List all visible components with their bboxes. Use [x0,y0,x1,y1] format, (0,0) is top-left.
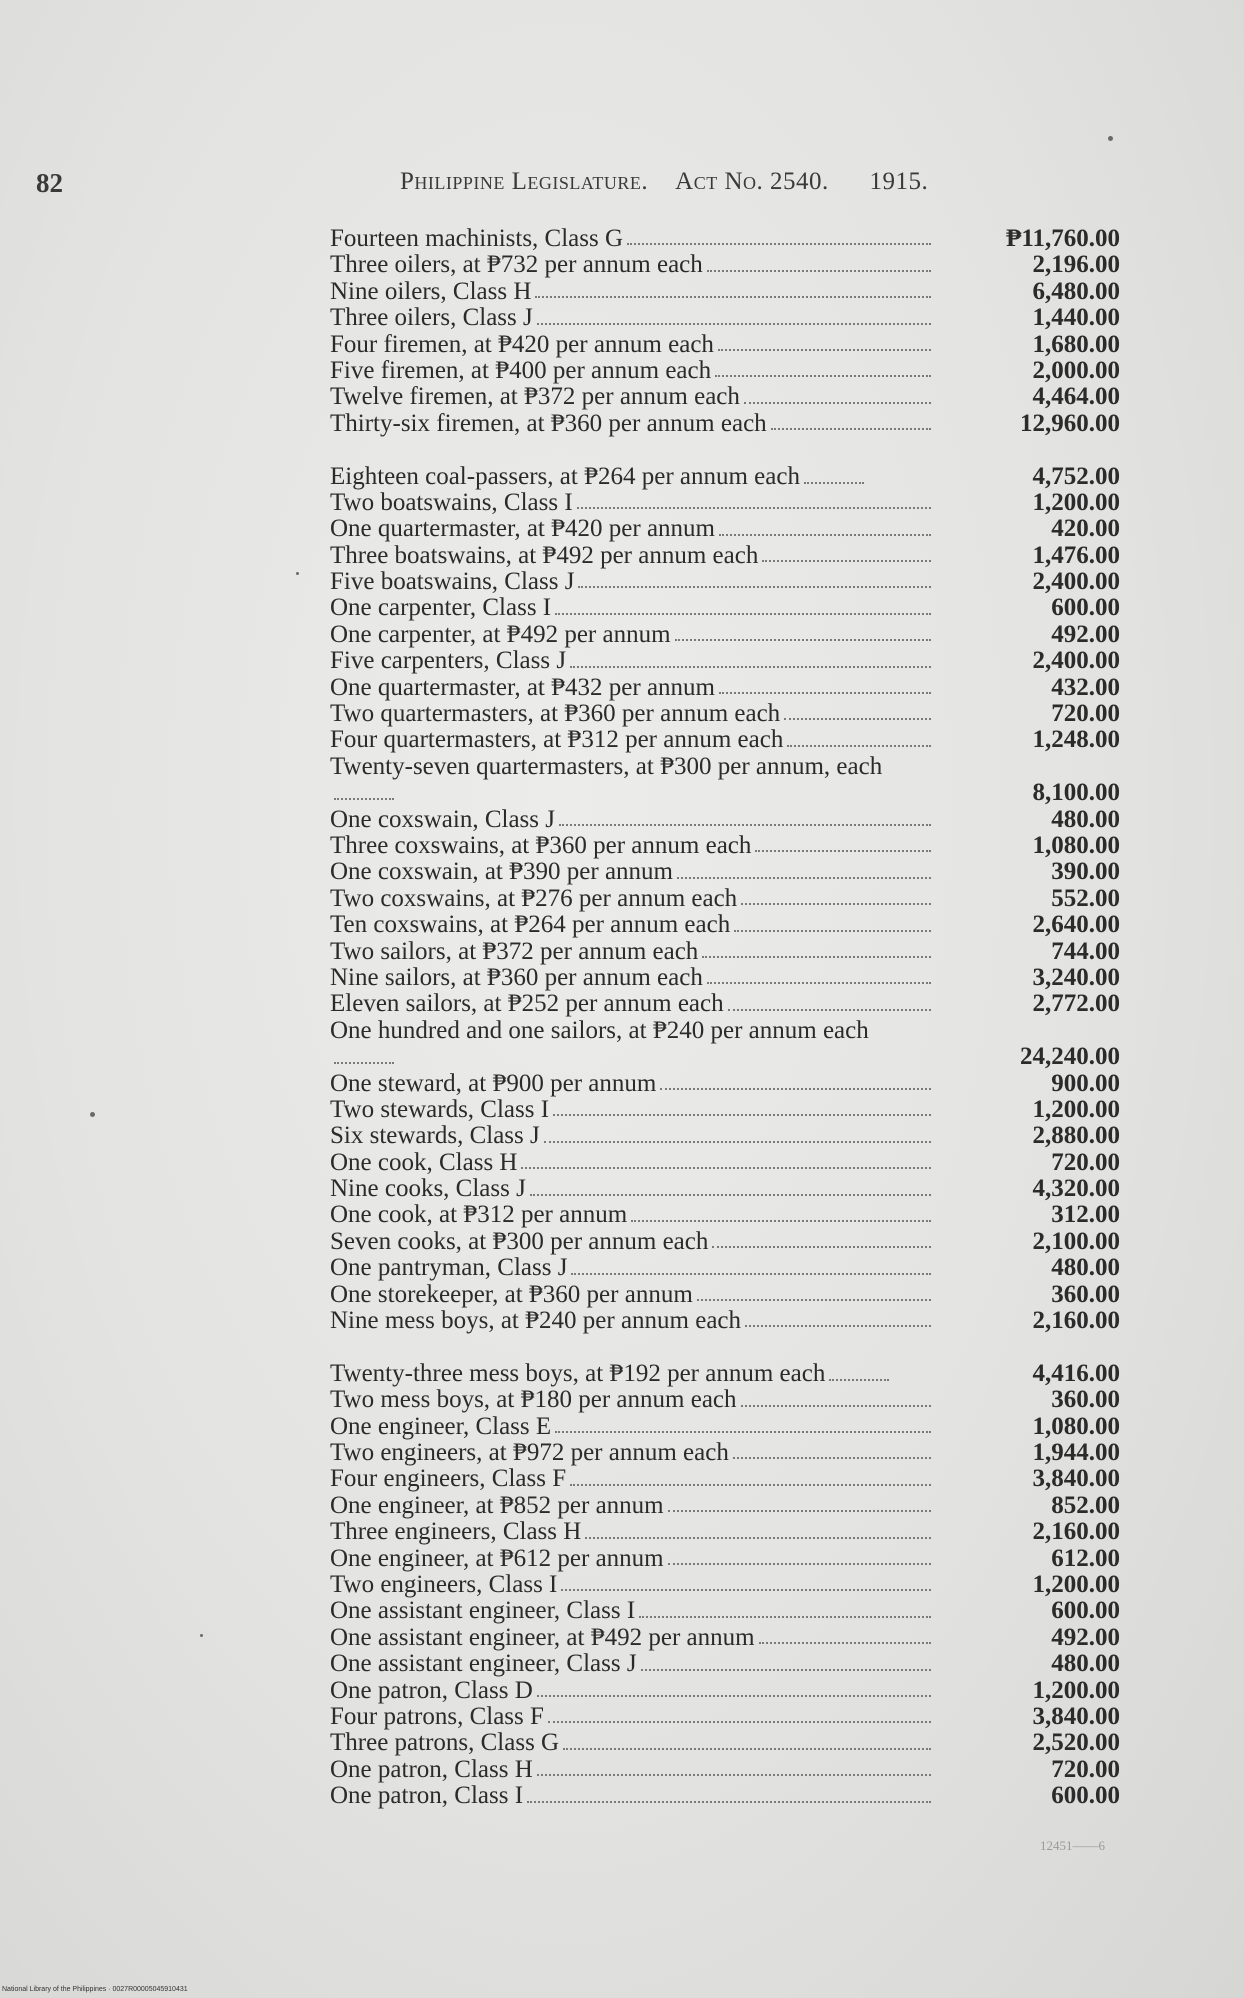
entry-label [330,490,935,516]
dot-leader [561,1589,931,1591]
entry-description: Nine cooks, Class J [330,1176,526,1203]
entry-description: One patron, Class D [330,1677,533,1704]
entry-amount: 1,476.00 [1032,541,1120,569]
entry-description: One steward, at ₱900 per annum [330,1070,657,1097]
dot-leader [553,1114,931,1116]
entry-amount: 600.00 [1051,594,1120,622]
entry-label [330,543,935,569]
entry-description: One quartermaster, at ₱420 per annum [330,516,715,543]
entry-label [330,1440,935,1466]
entry-amount: 480.00 [1051,1254,1120,1282]
appropriation-entry [330,622,1120,648]
entry-description: Two engineers, at ₱972 per annum each [330,1440,729,1467]
dot-leader [571,1273,931,1275]
entry-label [330,1678,935,1704]
entry-description: One storekeeper, at ₱360 per annum [330,1281,693,1308]
entry-amount: 2,772.00 [1032,990,1120,1018]
appropriation-entry [330,807,1120,833]
dot-leader [537,1774,931,1776]
entry-description: One cook, Class H [330,1149,518,1176]
dot-leader [804,482,864,484]
entry-amount: 552.00 [1051,884,1120,912]
entry-label [330,939,935,965]
appropriation-entry [330,1176,1120,1202]
appropriation-entry [330,1203,1120,1229]
entry-description: Ten coxswains, at ₱264 per annum each [330,912,731,939]
appropriation-entry [330,1229,1120,1255]
dot-leader [585,1537,931,1539]
entry-label [330,569,935,595]
entry-label [330,1176,935,1202]
entry-label [330,411,935,437]
entry-label [330,1282,935,1308]
entry-label [330,595,935,621]
entry-description: One engineer, at ₱612 per annum [330,1545,664,1572]
entry-amount: 744.00 [1051,937,1120,965]
printer-signature: 12451——6 [1040,1838,1105,1853]
entry-description: Three coxswains, at ₱360 per annum each [330,833,752,859]
entry-description: Seven cooks, at ₱300 per annum each [330,1228,709,1255]
appropriation-entry [330,1414,1120,1440]
appropriation-entry [330,490,1120,516]
dot-leader [728,1009,931,1011]
appropriation-entry [330,1730,1120,1756]
entry-description: One pantryman, Class J [330,1255,568,1282]
entry-amount: 1,440.00 [1032,304,1120,332]
entry-description: Three boatswains, at ₱492 per annum each [330,542,759,569]
entry-description: Thirty-six firemen, at ₱360 per annum each [330,410,767,437]
appropriation-entry [330,595,1120,621]
running-head [400,168,1060,196]
entry-description: Five boatswains, Class J [330,569,575,596]
entry-label [330,358,935,384]
entry-description: One patron, Class H [330,1756,533,1783]
dot-leader [784,718,931,720]
entry-amount: 2,196.00 [1032,251,1120,279]
entry-amount: 390.00 [1051,858,1120,886]
entry-label [330,886,935,912]
entry-amount: 24,240.00 [1020,1043,1120,1071]
entry-description: One assistant engineer, Class J [330,1651,637,1678]
appropriation-entry [330,1651,1120,1677]
dot-leader [734,930,931,932]
appropriation-entry [330,569,1120,595]
appropriation-entry [330,1150,1120,1176]
dot-leader [548,1721,931,1723]
appropriation-entry [330,437,1120,490]
entry-label [330,252,935,278]
appropriation-entry [330,1334,1120,1387]
dot-leader [559,824,931,826]
entry-description: Three patrons, Class G [330,1730,560,1757]
dot-leader [535,296,931,298]
dot-leader [641,1669,931,1671]
entry-description: Five firemen, at ₱400 per annum each [330,357,712,384]
entry-amount: 360.00 [1051,1386,1120,1414]
entry-label [330,1519,935,1545]
dot-leader [829,1379,889,1381]
entry-label [330,516,935,542]
running-head-title: Philippine Legislature. [400,168,649,195]
dot-leader [555,1431,931,1433]
appropriation-entry [330,939,1120,965]
entry-label [330,1730,935,1756]
dot-leader [639,1616,931,1618]
entry-description: Nine oilers, Class H [330,278,532,305]
entry-amount: 720.00 [1051,700,1120,728]
entry-label [330,807,935,833]
entry-amount: 4,320.00 [1032,1175,1120,1203]
appropriation-entry [330,965,1120,991]
entry-amount: ₱11,760.00 [1006,224,1120,252]
dot-leader [733,1457,931,1459]
dot-leader [712,1246,931,1248]
entry-amount: 612.00 [1051,1544,1120,1572]
entry-label [330,1466,935,1492]
entry-amount: 2,520.00 [1032,1729,1120,1757]
entry-amount: 900.00 [1051,1069,1120,1097]
dot-leader [755,850,931,852]
dot-leader [771,428,931,430]
entry-amount: 12,960.00 [1020,409,1120,437]
appropriation-entry [330,727,1120,753]
scan-speck [90,1112,95,1117]
entry-label [330,1493,935,1519]
entry-label [330,332,935,358]
entry-description: Two mess boys, at ₱180 per annum each [330,1387,737,1414]
entry-label [330,1572,935,1598]
entry-label [330,701,935,727]
entry-description: One assistant engineer, at ₱492 per annum [330,1624,755,1651]
dot-leader [627,243,931,245]
entry-amount: 1,080.00 [1032,1412,1120,1440]
entry-description: One patron, Class I [330,1783,524,1810]
dot-leader [537,1695,931,1697]
dot-leader [563,1748,931,1750]
appropriation-entry [330,1387,1120,1413]
entry-label [330,622,935,648]
appropriation-entry [330,1598,1120,1624]
entry-amount: 1,944.00 [1032,1439,1120,1467]
entry-amount: 720.00 [1051,1148,1120,1176]
entry-label [330,1308,935,1334]
entry-amount: 3,240.00 [1032,963,1120,991]
entry-amount: 2,880.00 [1032,1122,1120,1150]
entry-amount: 2,100.00 [1032,1227,1120,1255]
appropriation-entry [330,516,1120,542]
entry-label [330,1757,935,1783]
entry-label [330,1414,935,1440]
dot-leader [715,375,931,377]
entry-amount: 312.00 [1051,1201,1120,1229]
appropriation-list [330,226,1120,1810]
entry-description: Three engineers, Class H [330,1519,582,1546]
dot-leader [741,903,931,905]
entry-description: Six stewards, Class J [330,1123,540,1150]
appropriation-entry [330,1757,1120,1783]
entry-description: Four quartermasters, at ₱312 per annum each [330,727,784,754]
dot-leader [718,349,931,351]
entry-label [330,1387,935,1413]
dot-leader [675,639,931,641]
appropriation-entry [330,859,1120,885]
dot-leader [741,1405,931,1407]
appropriation-entry [330,1572,1120,1598]
entry-amount: 852.00 [1051,1491,1120,1519]
entry-description: Five carpenters, Class J [330,648,567,675]
scan-speck [1108,136,1113,141]
appropriation-entry [330,226,1120,252]
entry-label [330,727,935,753]
entry-label [330,1018,935,1071]
entry-amount: 432.00 [1051,673,1120,701]
entry-description: Nine mess boys, at ₱240 per annum each [330,1308,742,1335]
entry-description: Four firemen, at ₱420 per annum each [330,331,714,358]
dot-leader [521,1167,931,1169]
dot-leader [544,1141,931,1143]
entry-description: Twelve firemen, at ₱372 per annum each [330,384,740,411]
dot-leader [787,745,931,747]
entry-description: Two boatswains, Class I [330,489,573,516]
dot-leader [759,1642,931,1644]
entry-label [330,1598,935,1624]
entry-description: Two stewards, Class I [330,1096,550,1123]
entry-amount: 2,640.00 [1032,911,1120,939]
page-number: 82 [36,168,63,198]
appropriation-entry [330,1440,1120,1466]
dot-leader [707,270,931,272]
entry-amount: 4,464.00 [1032,383,1120,411]
appropriation-entry [330,991,1120,1017]
entry-description: One hundred and one sailors, at ₱240 per annum each [330,1017,869,1044]
entry-description: Eighteen coal-passers, at ₱264 per annum each [330,463,800,490]
dot-leader [527,1801,931,1803]
dot-leader [334,798,394,800]
appropriation-entry [330,833,1120,859]
library-credit: National Library of the Philippines · 0027R00005045910431 [2,1986,188,1993]
entry-amount: 480.00 [1051,1650,1120,1678]
dot-leader [745,1325,931,1327]
appropriation-entry [330,1308,1120,1334]
entry-description: Three oilers, at ₱732 per annum each [330,252,703,279]
entry-amount: 4,416.00 [1032,1359,1120,1387]
entry-label [330,675,935,701]
appropriation-entry [330,1071,1120,1097]
dot-leader [707,982,931,984]
entry-label [330,279,935,305]
appropriation-entry [330,886,1120,912]
entry-label [330,1071,935,1097]
entry-description: One carpenter, Class I [330,595,552,622]
entry-label [330,1097,935,1123]
entry-description: Twenty-seven quartermasters, at ₱300 per annum, each [330,753,883,780]
entry-description: One engineer, Class E [330,1413,552,1440]
entry-description: One assistant engineer, Class I [330,1598,636,1625]
appropriation-entry [330,648,1120,674]
entry-label [330,1255,935,1281]
entry-amount: 492.00 [1051,1623,1120,1651]
running-head-act: Act No. 2540. [675,168,829,195]
dot-leader [334,1062,394,1064]
entry-amount: 1,200.00 [1032,1570,1120,1598]
entry-amount: 2,400.00 [1032,568,1120,596]
entry-description: One coxswain, Class J [330,806,555,833]
dot-leader [677,877,931,879]
entry-label [330,1651,935,1677]
appropriation-entry [330,1519,1120,1545]
entry-amount: 2,400.00 [1032,647,1120,675]
entry-label [330,965,935,991]
entry-amount: 492.00 [1051,620,1120,648]
appropriation-entry [330,1282,1120,1308]
dot-leader [719,692,931,694]
entry-label [330,1202,935,1228]
entry-label [330,1361,935,1387]
entry-description: Two coxswains, at ₱276 per annum each [330,885,738,912]
dot-leader [530,1194,931,1196]
entry-description: Nine sailors, at ₱360 per annum each [330,964,703,991]
entry-label [330,754,935,807]
appropriation-entry [330,543,1120,569]
entry-label [330,1123,935,1149]
appropriation-entry [330,1625,1120,1651]
appropriation-entry [330,252,1120,278]
entry-description: One quartermaster, at ₱432 per annum [330,674,715,701]
entry-description: One coxswain, at ₱390 per annum [330,859,673,886]
dot-leader [570,1484,931,1486]
entry-label [330,384,935,410]
appropriation-entry [330,279,1120,305]
appropriation-entry [330,912,1120,938]
entry-label [330,833,935,859]
entry-label [330,305,935,331]
dot-leader [697,1299,931,1301]
appropriation-entry [330,1546,1120,1572]
entry-amount: 480.00 [1051,805,1120,833]
appropriation-entry [330,384,1120,410]
entry-description: One carpenter, at ₱492 per annum [330,621,671,648]
appropriation-entry [330,1704,1120,1730]
entry-amount: 600.00 [1051,1782,1120,1810]
dot-leader [762,560,931,562]
entry-label [330,464,935,490]
entry-amount: 2,160.00 [1032,1518,1120,1546]
entry-description: Two quartermasters, at ₱360 per annum each [330,701,781,728]
appropriation-entry [330,675,1120,701]
appropriation-entry [330,411,1120,437]
entry-label [330,1546,935,1572]
entry-amount: 360.00 [1051,1280,1120,1308]
entry-amount: 1,200.00 [1032,1676,1120,1704]
entry-description: Four engineers, Class F [330,1466,567,1493]
entry-label [330,226,935,252]
entry-amount: 1,080.00 [1032,832,1120,859]
entry-label [330,648,935,674]
appropriation-entry [330,1678,1120,1704]
dot-leader [578,586,931,588]
entry-amount: 8,100.00 [1032,779,1120,807]
entry-amount: 420.00 [1051,515,1120,543]
entry-amount: 6,480.00 [1032,277,1120,305]
entry-label [330,1783,935,1809]
dot-leader [555,613,931,615]
entry-amount: 3,840.00 [1032,1702,1120,1730]
dot-leader [668,1563,931,1565]
entry-description: Two engineers, Class I [330,1571,558,1598]
entry-label [330,859,935,885]
entry-label [330,1704,935,1730]
entry-amount: 3,840.00 [1032,1465,1120,1493]
appropriation-entry [330,1783,1120,1809]
appropriation-entry [330,305,1120,331]
entry-amount: 2,160.00 [1032,1307,1120,1335]
dot-leader [570,666,931,668]
appropriation-entry [330,332,1120,358]
entry-amount: 1,200.00 [1032,1095,1120,1123]
entry-amount: 2,000.00 [1032,356,1120,384]
entry-amount: 720.00 [1051,1755,1120,1783]
entry-label [330,991,935,1017]
scan-speck [200,1634,203,1637]
entry-description: One engineer, at ₱852 per annum [330,1492,664,1519]
entry-amount: 600.00 [1051,1597,1120,1625]
entry-description: One cook, at ₱312 per annum [330,1202,628,1229]
appropriation-entry [330,701,1120,727]
appropriation-entry [330,358,1120,384]
dot-leader [631,1220,931,1222]
running-head-year: 1915. [869,168,929,195]
entry-amount: 1,200.00 [1032,488,1120,516]
entry-description: Four patrons, Class F [330,1703,544,1730]
appropriation-entry [330,754,1120,807]
entry-description: Three oilers, Class J [330,305,533,332]
dot-leader [719,534,931,536]
entry-amount: 4,752.00 [1032,462,1120,490]
dot-leader [577,507,931,509]
entry-label [330,1150,935,1176]
dot-leader [660,1088,931,1090]
appropriation-entry [330,1466,1120,1492]
entry-description: Twenty-three mess boys, at ₱192 per annum each [330,1360,826,1387]
dot-leader [744,402,931,404]
scan-speck [296,572,299,575]
entry-amount: 1,680.00 [1032,330,1120,358]
entry-description: Two sailors, at ₱372 per annum each [330,938,699,965]
entry-label [330,1229,935,1255]
entry-description: Fourteen machinists, Class G [330,225,624,252]
entry-amount: 1,248.00 [1032,726,1120,754]
appropriation-entry [330,1123,1120,1149]
entry-label [330,1625,935,1651]
appropriation-entry [330,1255,1120,1281]
appropriation-entry [330,1018,1120,1071]
entry-label [330,912,935,938]
dot-leader [702,956,931,958]
entry-description: Eleven sailors, at ₱252 per annum each [330,991,724,1018]
dot-leader [537,323,931,325]
appropriation-entry [330,1097,1120,1123]
appropriation-entry [330,1493,1120,1519]
dot-leader [668,1510,931,1512]
